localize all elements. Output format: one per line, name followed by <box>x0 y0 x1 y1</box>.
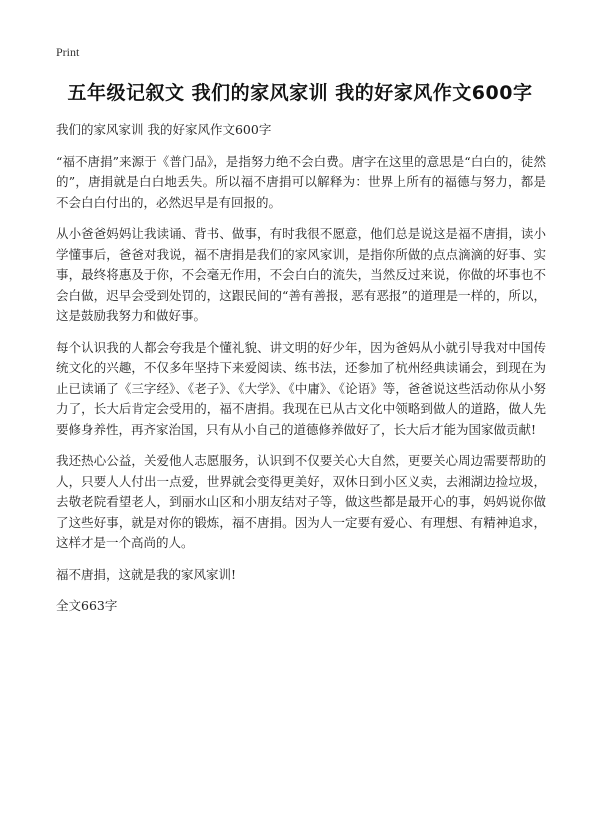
paragraph-1: “福不唐捐”来源于《普门品》，是指努力绝不会白费。唐字在这里的意思是“白白的，徒然的”，唐捐就是白白地丢失。所以福不唐捐可以解释为：世界上所有的福德与努力，都是不会白白付出的，必然迟早是有回报的。 <box>56 153 546 210</box>
paragraph-3: 每个认识我的人都会夸我是个懂礼貌、讲文明的好少年，因为爸妈从小就引导我对中国传统文化的兴趣，不仅多年坚持下来爱阅读、练书法，还参加了杭州经典读诵会，到现在为止已读诵了《三字经》、《老子》、《大学》、《中庸》、《论语》等，爸爸说这些活动你从小努力了，长大后肯定会受用的，福不唐捐。我现在已从古文化中领略到做人的道路，做人先要修身养性，再齐家治国，只有从小自己的道德修养做好了，长大后才能为国家做贡献! <box>56 339 546 437</box>
paragraph-5: 福不唐捐，这就是我的家风家训! <box>56 566 237 582</box>
paragraph-2: 从小爸爸妈妈让我读诵、背书、做事，有时我很不愿意，他们总是说这是福不唐捐，读小学懂事后，爸爸对我说，福不唐捐是我们的家风家训，是指你所做的点点滴滴的好事、实事，最终将惠及于你，不会毫无作用，不会白白的流失，当然反过来说，你做的坏事也不会白做，迟早会受到处罚的，这跟民间的“善有善报，恶有恶报”的道理是一样的，所以，这是鼓励我努力和做好事。 <box>56 226 546 323</box>
page-title: 五年级记叙文 我们的家风家训 我的好家风作文600字 <box>67 82 533 104</box>
word-count: 全文663字 <box>56 598 118 613</box>
print-link[interactable]: Print <box>56 45 80 59</box>
paragraph-4: 我还热心公益，关爱他人志愿服务，认识到不仅要关心大自然，更要关心周边需要帮助的人，只要人人付出一点爱，世界就会变得更美好，双休日到小区义卖，去湘湖边捡垃圾，去敬老院看望老人，到丽水山区和小朋友结对子等，做这些都是最开心的事，妈妈说你做了这些好事，就是对你的锻炼，福不唐捐。因为人一定要有爱心、有理想、有精神追求，这样才是一个高尚的人。 <box>56 453 546 550</box>
article-body <box>56 120 546 628</box>
article-subtitle: 我们的家风家训 我的好家风作文600字 <box>56 122 272 137</box>
